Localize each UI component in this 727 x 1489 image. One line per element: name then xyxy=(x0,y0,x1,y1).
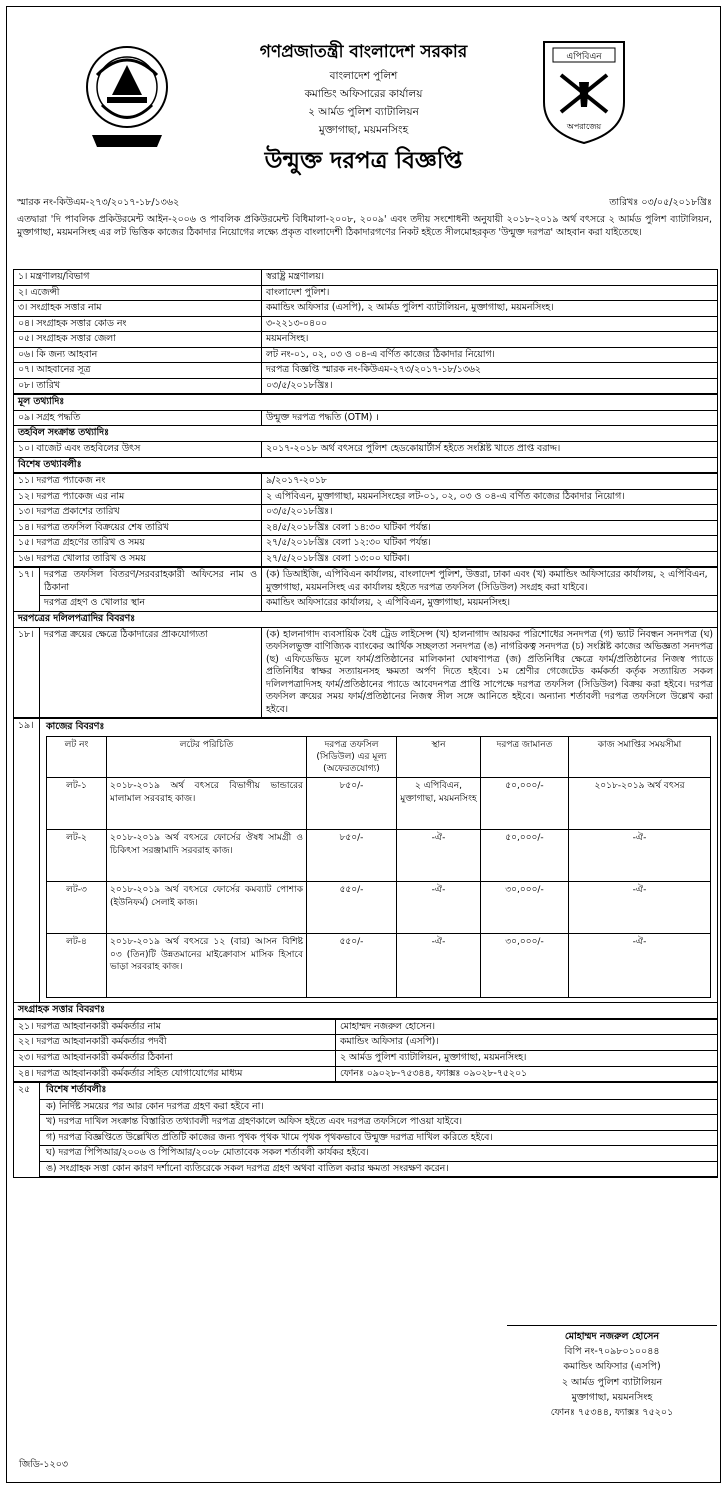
memo-date: তারিখঃ ০৩/০৫/২০১৮খ্রিঃ xyxy=(609,197,712,208)
location: মুক্তাগাছা, ময়মনসিংহ xyxy=(318,124,409,136)
row-label: দরপত্র ক্রয়ের ক্ষেত্রে ঠিকাদারের প্রাকযোগ্যতা xyxy=(40,627,262,718)
condition-item: ঙ) সংগ্রাহক সত্তা কোন কারণ দর্শানো ব্যতিরেকে সকল দরপত্র গ্রহণ অথবা বাতিল করার ক্ষমতা সংরক্ষণ করেন। xyxy=(40,1161,717,1177)
lot-place: -ঐ- xyxy=(397,830,481,882)
condition-item: ঘ) দরপত্র পিপিআর/২০০৬ ও পিপিআর/২০০৮ মোতাবেক সকল শর্তাবলী কার্যকর হইবে। xyxy=(40,1146,717,1162)
row-label: ০৪। সংগ্রাহক সত্তার কোড নং xyxy=(14,316,262,332)
details-table xyxy=(13,269,718,1178)
column-header: কাজ সমাপ্তির সময়সীমা xyxy=(569,736,711,777)
logo-text-top: এপিবিএন xyxy=(566,52,602,62)
condition-item: খ) দরপত্র দাখিল সংক্রান্ত বিস্তারিত তথ্যাবলী দরপত্র গ্রহণকালে অফিস হইতে এবং দরপত্র তফসিলে পাওয়া যাইবে। xyxy=(40,1115,717,1131)
table-row xyxy=(14,551,718,567)
row-value: ০৩/৫/২০১৮খ্রিঃ। xyxy=(262,378,718,394)
works-title: কাজের বিবরণঃ xyxy=(46,721,105,733)
lot-time: -ঐ- xyxy=(569,882,711,934)
row-value: (ক) হালনাগাদ ব্যবসায়িক বৈধ ট্রেড লাইসেন্স (খ) হালনাগাদ আয়কর পরিশোধের সনদপত্র (গ) ভ্যাট নিবন্ধন সনদপত্র (ঘ) তফসিলভুক্ত বাণিজ্যিক ব্যাংকের আর্থিক সচ্ছলতা সনদপত্র (ঙ) নাগরিকত্ব সনদপত্র (চ) সংশ্লিষ্ট কাজের অভিজ্ঞতা সনদপত্র (ছ) এফিডেভিড মূলে ফার্ম/প্রতিষ্ঠানের মালিকানা ঘোষণাপত্র (জ) প্রতিনিধির ক্ষেত্রে ফার্ম/প্রতিষ্ঠানের নিজস্ব প্যাডে প্রতিনিধির স্বাক্ষর সত্যায়নসহ ক্ষমতা অর্পণ দিতে হইবে। ১ম শ্রেণীর গেজেটেড কর্মকর্তা কর্তৃক সত্যায়িত সকল দলিলপত্রাদিসহ ফার্ম/প্রতিষ্ঠানের প্যাডে আবেদনপত্র প্রাপ্তি সাপেক্ষে দরপত্র তফসিল (সিডিউল) বিক্রয় করা হইবে। দরপত্র তফসিল ক্রয়ের সময় ফার্ম/প্রতিষ্ঠানের নিজস্ব সীল সঙ্গে আনিতে হইবে। অন্যান্য শর্তাবলী দরপত্র তফসিলে উল্লেখ করা হইবে। xyxy=(262,627,718,718)
lot-desc: ২০১৮-২০১৯ অর্থ বৎসরে ফোর্সের কমব্যাট পোশাক (ইউনিফর্ম) সেলাই কাজ। xyxy=(107,882,307,934)
logo-text-bottom: অপরাজেয় xyxy=(566,122,602,131)
row-number: ২৫ xyxy=(14,1083,40,1178)
row-value: ০৩/৫/২০১৮খ্রিঃ। xyxy=(262,505,718,521)
lot-time: -ঐ- xyxy=(569,830,711,882)
lot-price: ৮৫০/- xyxy=(307,778,397,830)
column-header: স্থান xyxy=(397,736,481,777)
row-label: ২১। দরপত্র আহবানকারী কর্মকর্তার নাম xyxy=(14,1019,336,1035)
row-label: দরপত্র গ্রহণ ও খোলার স্থান xyxy=(40,596,262,612)
row-value: ময়মনসিংহ। xyxy=(262,332,718,348)
section-fund: তহবিল সংক্রান্ত তথ্যাদিঃ xyxy=(14,426,718,442)
row-value: ৩-২২১৩-০৪০০ xyxy=(262,316,718,332)
unit-name: ২ আর্মড পুলিশ ব্যাটালিয়ন xyxy=(308,106,419,118)
lot-price: ৮৫০/- xyxy=(307,830,397,882)
gd-number: জিডি-১২০৩ xyxy=(19,1459,69,1470)
lot-security: ৩০,০০০/- xyxy=(481,934,569,998)
table-row xyxy=(14,332,718,348)
table-row xyxy=(14,285,718,301)
section-docs: দরপত্রের দলিলপত্রাদির বিবরণঃ xyxy=(14,612,718,628)
conditions-title: বিশেষ শর্তাবলীঃ xyxy=(46,1084,107,1096)
lot-desc: ২০১৮-২০১৯ অর্থ বৎসরে ১২ (বার) আসন বিশিষ্ট ০৩ (তিন)টি উন্নতমানের মাইক্রোবাস মাসিক হিসাবে ভাড়া সরবরাহ কাজ। xyxy=(107,934,307,998)
lot-place: -ঐ- xyxy=(397,934,481,998)
lot-price: ৫৫০/- xyxy=(307,934,397,998)
row-label: ১৪। দরপত্র তফসিল বিক্রয়ের শেষ তারিখ xyxy=(14,520,262,536)
table-row xyxy=(14,347,718,363)
row-value: ২৭/৫/২০১৮খ্রিঃ বেলা ১৩:০০ ঘটিকা। xyxy=(262,551,718,567)
lot-lot: লট-৪ xyxy=(47,934,107,998)
table-row xyxy=(14,489,718,505)
table-row xyxy=(14,378,718,394)
signatory-contact: ফোনঃ ৭৫৩৪৪, ফ্যাক্সঃ ৭৫২০১ xyxy=(550,1406,674,1418)
section-entity: সংগ্রাহক সত্তার বিবরণঃ xyxy=(14,1003,718,1019)
section-basic: মূল তথ্যাদিঃ xyxy=(14,395,718,411)
row-label: ৩। সংগ্রাহক সত্তার নাম xyxy=(14,301,262,317)
table-row xyxy=(14,363,718,379)
intro-paragraph: এতদ্বারা 'দি পাবলিক প্রকিউরমেন্ট আইন-২০০৬ ও পাবলিক প্রকিউরমেন্ট বিধিমালা-২০০৮, ২০০৯' এবং তদীয় সংশোধনী অনুযায়ী ২০১৮-২০১৯ অর্থ বৎসরে ২ আর্মড পুলিশ ব্যাটালিয়ন, মুক্তাগাছা, ময়মনসিংহ এর লট ভিত্তিক কাজের ঠিকাদার নিয়োগের লক্ষ্যে প্রকৃত বাংলাদেশী ঠিকাদারগণের নিকট হইতে সীলমোহরকৃত 'উন্মুক্ত দরপত্র' আহবান করা যাইতেছে। xyxy=(17,214,712,239)
memo-number: স্মারক নং-কিউএম-২৭৩/২০১৭-১৮/১৩৬২ xyxy=(17,197,180,208)
row-value: (ক) ডিআইজি, এপিবিএন কার্যালয়, বাংলাদেশ পুলিশ, উত্তরা, ঢাকা এবং (খ) কমান্ডিং অফিসারের কার্যালয়, ২ এপিবিএন, মুক্তাগাছা, ময়মনসিংহ এর কার্যালয় হইতে দরপত্র তফসিল (সিডিউল) সংগ্রহ করা যাইবে। xyxy=(262,568,718,596)
row-label: ২৪। দরপত্র আহবানকারী কর্মকর্তার সহিত যোগাযোগের মাধ্যম xyxy=(14,1066,336,1082)
row-value: স্বরাষ্ট্র মন্ত্রণালয়। xyxy=(262,270,718,286)
tender-notice xyxy=(6,6,721,1483)
table-row xyxy=(14,301,718,317)
lot-lot: লট-১ xyxy=(47,778,107,830)
signatory-rank: কমান্ডিং অফিসার (এসপি) xyxy=(563,1361,661,1373)
row-value: ৯/২০১৭-২০১৮ xyxy=(262,474,718,490)
org-name: বাংলাদেশ পুলিশ xyxy=(329,70,398,82)
signatory-unit: ২ আর্মড পুলিশ ব্যাটালিয়ন xyxy=(561,1376,663,1388)
row-number: ১৭। xyxy=(14,568,40,612)
government-title: গণপ্রজাতন্ত্রী বাংলাদেশ সরকার xyxy=(259,42,468,62)
table-row xyxy=(14,1051,718,1067)
section-special: বিশেষ তথ্যাবলীঃ xyxy=(14,457,718,473)
row-value: ২ এপিবিএন, মুক্তাগাছা, ময়মনসিংহের লট-০১, ০২, ০৩ ও ০৪-এ বর্ণিত কাজের ঠিকাদার নিয়োগ। xyxy=(262,489,718,505)
row-value: কমান্ডিং অফিসার (এসপি), ২ আর্মড পুলিশ ব্যাটালিয়ন, মুক্তাগাছা, ময়মনসিংহ। xyxy=(262,301,718,317)
row-label: ০৫। সংগ্রাহক সত্তার জেলা xyxy=(14,332,262,348)
row-label: ১১। দরপত্র প্যাকেজ নং xyxy=(14,474,262,490)
column-header: লট নং xyxy=(47,736,107,777)
memo-row xyxy=(17,197,712,210)
row-number: ১৯। xyxy=(14,719,40,1003)
row-label: ২২। দরপত্র আহবানকারী কর্মকর্তার পদবী xyxy=(14,1035,336,1051)
header xyxy=(7,7,720,197)
lot-price: ৫৫০/- xyxy=(307,882,397,934)
column-header: লটের পরিচিতি xyxy=(107,736,307,777)
lots-table xyxy=(46,736,711,998)
table-row xyxy=(14,520,718,536)
lot-security: ৩০,০০০/- xyxy=(481,882,569,934)
row-label: ২। এজেন্সী xyxy=(14,285,262,301)
row-value: দরপত্র বিজ্ঞপ্তি স্মারক নং-কিউএম-২৭৩/২০১৭-১৮/১৩৬২ xyxy=(262,363,718,379)
lot-place: ২ এপিবিএন, মুক্তাগাছা, ময়মনসিংহ xyxy=(397,778,481,830)
row-label: ২৩। দরপত্র আহবানকারী কর্মকর্তার ঠিকানা xyxy=(14,1051,336,1067)
row-label: ১২। দরপত্র প্যাকেজ এর নাম xyxy=(14,489,262,505)
row-value: ফোনঃ ০৯০২৮-৭৫৩৪৪, ফ্যাক্সঃ ০৯০২৮-৭৫২০১ xyxy=(336,1066,718,1082)
condition-item: ক) নির্দিষ্ট সময়ের পর আর কোন দরপত্র গ্রহণ করা হইবে না। xyxy=(40,1099,717,1115)
table-row xyxy=(14,1035,718,1051)
row-value: কমান্ডিং অফিসারের কার্যালয়, ২ এপিবিএন, মুক্তাগাছা, ময়মনসিংহ। xyxy=(262,596,718,612)
row-value: বাংলাদেশ পুলিশ। xyxy=(262,285,718,301)
signatory-name: মোহাম্মদ নজরুল হোসেন xyxy=(507,1325,717,1344)
lot-row xyxy=(47,934,711,998)
lot-lot: লট-২ xyxy=(47,830,107,882)
row-value: মোহাম্মদ নজরুল হোসেন। xyxy=(336,1019,718,1035)
table-row xyxy=(14,270,718,286)
row-value: লট নং-০১, ০২, ০৩ ও ০৪-এ বর্ণিত কাজের ঠিকাদার নিয়োগ। xyxy=(262,347,718,363)
lot-row xyxy=(47,882,711,934)
condition-item: গ) দরপত্র বিজ্ঞপ্তিতে উল্লেখিত প্রতিটি কাজের জন্য পৃথক পৃথক খামে পৃথক পৃথকভাবে উন্মুক্ত দরপত্র দাখিল করিতে হইবে। xyxy=(40,1130,717,1146)
row-value: ২৪/৫/২০১৮খ্রিঃ বেলা ১৪:৩০ ঘটিকা পর্যন্ত। xyxy=(262,520,718,536)
row-label: ১০। বাজেট এবং তহবিলের উৎস xyxy=(14,442,262,458)
lot-lot: লট-৩ xyxy=(47,882,107,934)
row-value: উন্মুক্ত দরপত্র পদ্ধতি (OTM) । xyxy=(262,410,718,426)
row-label: ০৬। কি জন্য আহবান xyxy=(14,347,262,363)
row-label: দরপত্র তফসিল বিতরণ/সরবরাহকারী অফিসের নাম ও ঠিকানা xyxy=(40,568,262,596)
apbn-logo-icon xyxy=(539,37,629,147)
lot-security: ৫০,০০০/- xyxy=(481,830,569,882)
row-value: ২৭/৫/২০১৮খ্রিঃ বেলা ১২:৩০ ঘটিকা পর্যন্ত। xyxy=(262,536,718,552)
row-label: ০৯। সগ্রহ পদ্ধতি xyxy=(14,410,262,426)
lot-desc: ২০১৮-২০১৯ অর্থ বৎসরে ফোর্সের ঔষধ সামগ্রী ও চিকিৎসা সরঞ্জামাদি সরবরাহ কাজ। xyxy=(107,830,307,882)
signatory-place: মুক্তাগাছা, ময়মনসিংহ xyxy=(571,1391,653,1403)
lot-place: -ঐ- xyxy=(397,882,481,934)
table-row xyxy=(14,536,718,552)
row-label: ১৫। দরপত্র গ্রহণের তারিখ ও সময় xyxy=(14,536,262,552)
row-label: ০৭। আহবানের সূত্র xyxy=(14,363,262,379)
row-label: ১৬। দরপত্র খোলার তারিখ ও সময় xyxy=(14,551,262,567)
signature-block xyxy=(507,1325,717,1420)
row-value: কমান্ডিং অফিসার (এসপি)। xyxy=(336,1035,718,1051)
table-row xyxy=(14,1066,718,1082)
page-title: উন্মুক্ত দরপত্র বিজ্ঞপ্তি xyxy=(264,147,463,174)
lot-row xyxy=(47,778,711,830)
row-number: ১৮। xyxy=(14,627,40,718)
table-row xyxy=(14,316,718,332)
lot-security: ৫০,০০০/- xyxy=(481,778,569,830)
row-value: ২ আর্মড পুলিশ ব্যাটালিয়ন, মুক্তাগাছা, ময়মনসিংহ। xyxy=(336,1051,718,1067)
table-row xyxy=(14,474,718,490)
office-name: কমান্ডিং অফিসারের কার্যালয় xyxy=(304,88,423,100)
lot-desc: ২০১৮-২০১৯ অর্থ বৎসরে বিভাগীয় ভান্ডারের মালামাল সরবরাহ কাজ। xyxy=(107,778,307,830)
table-row xyxy=(14,1019,718,1035)
table-row xyxy=(14,505,718,521)
row-value: ২০১৭-২০১৮ অর্থ বৎসরে পুলিশ হেডকোয়ার্টার্স হইতে সংশ্লিষ্ট খাতে প্রাপ্ত বরাদ্দ। xyxy=(262,442,718,458)
row-label: ১৩। দরপত্র প্রকাশের তারিখ xyxy=(14,505,262,521)
column-header: দরপত্র তফসিল (সিডিউল) এর মূল্য (অফেরতযোগ্য) xyxy=(307,736,397,777)
column-header: দরপত্র জামানত xyxy=(481,736,569,777)
lot-row xyxy=(47,830,711,882)
lot-time: -ঐ- xyxy=(569,934,711,998)
lot-time: ২০১৮-২০১৯ অর্থ বৎসর xyxy=(569,778,711,830)
row-label: ০৮। তারিখ xyxy=(14,378,262,394)
row-label: ১। মন্ত্রণালয়/বিভাগ xyxy=(14,270,262,286)
signatory-bp: বিপি নং-৭০৯৮০১০০৪৪ xyxy=(564,1346,660,1358)
